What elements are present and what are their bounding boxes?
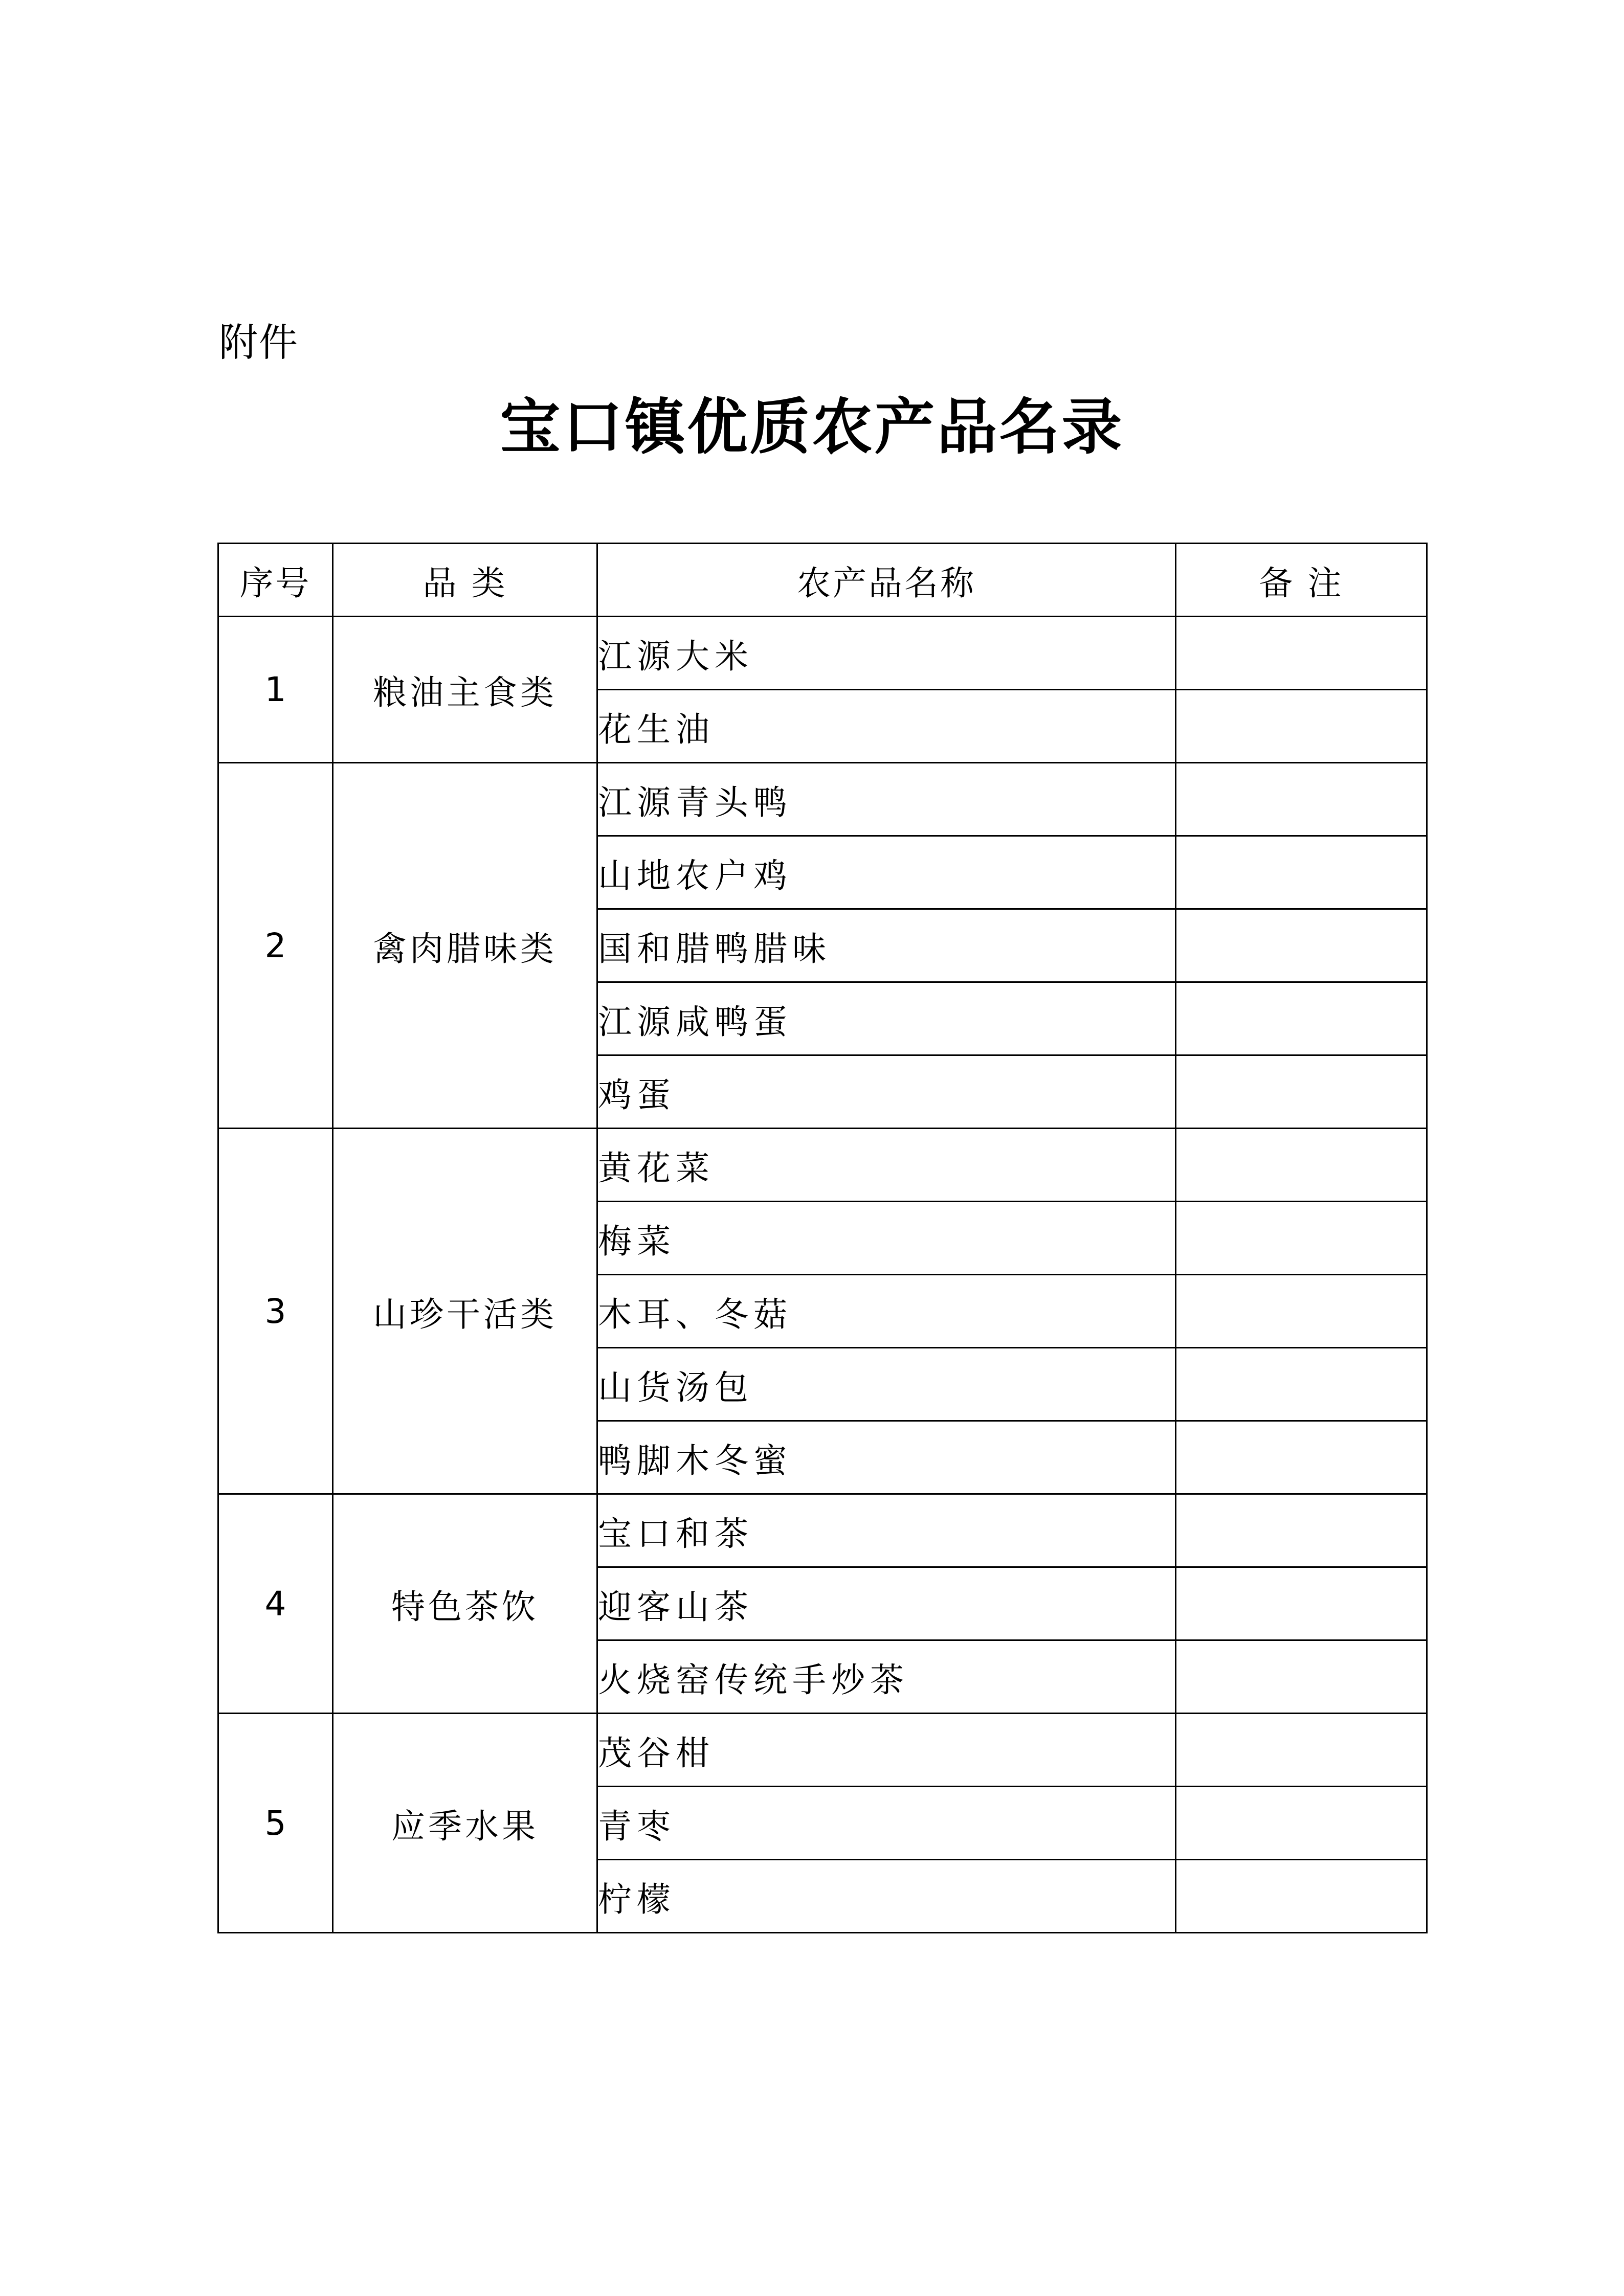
product-cell: 青枣 xyxy=(597,1787,1176,1860)
header-product-name: 农产品名称 xyxy=(597,544,1176,617)
note-cell xyxy=(1176,1275,1427,1348)
product-cell: 江源咸鸭蛋 xyxy=(597,982,1176,1055)
table-row xyxy=(218,1129,1427,1202)
note-cell xyxy=(1176,1860,1427,1933)
seq-cell: 5 xyxy=(218,1714,333,1933)
category-cell: 粮油主食类 xyxy=(333,617,597,763)
table-header-row xyxy=(218,544,1427,617)
product-cell: 江源大米 xyxy=(597,617,1176,690)
note-cell xyxy=(1176,982,1427,1055)
note-cell xyxy=(1176,1567,1427,1640)
product-cell: 柠檬 xyxy=(597,1860,1176,1933)
product-cell: 国和腊鸭腊味 xyxy=(597,909,1176,982)
note-cell xyxy=(1176,617,1427,690)
product-cell: 江源青头鸭 xyxy=(597,763,1176,836)
note-cell xyxy=(1176,1421,1427,1494)
category-cell: 禽肉腊味类 xyxy=(333,763,597,1129)
table-row xyxy=(218,1714,1427,1787)
product-cell: 鸭脚木冬蜜 xyxy=(597,1421,1176,1494)
note-cell xyxy=(1176,763,1427,836)
product-cell: 山地农户鸡 xyxy=(597,836,1176,909)
product-catalog-table xyxy=(217,543,1428,1933)
table-row xyxy=(218,763,1427,836)
category-cell: 应季水果 xyxy=(333,1714,597,1933)
product-cell: 鸡蛋 xyxy=(597,1055,1176,1129)
product-cell: 木耳、冬菇 xyxy=(597,1275,1176,1348)
header-category: 品 类 xyxy=(333,544,597,617)
page-title: 宝口镇优质农产品名录 xyxy=(500,391,1124,462)
product-cell: 宝口和茶 xyxy=(597,1494,1176,1567)
note-cell xyxy=(1176,1494,1427,1567)
seq-cell: 2 xyxy=(218,763,333,1129)
note-cell xyxy=(1176,1055,1427,1129)
seq-cell: 3 xyxy=(218,1129,333,1494)
category-cell: 山珍干活类 xyxy=(333,1129,597,1494)
product-cell: 火烧窑传统手炒茶 xyxy=(597,1640,1176,1714)
product-cell: 黄花菜 xyxy=(597,1129,1176,1202)
table-row xyxy=(218,617,1427,690)
header-note: 备 注 xyxy=(1176,544,1427,617)
note-cell xyxy=(1176,1714,1427,1787)
header-seq: 序号 xyxy=(218,544,333,617)
product-cell: 山货汤包 xyxy=(597,1348,1176,1421)
note-cell xyxy=(1176,1129,1427,1202)
note-cell xyxy=(1176,1202,1427,1275)
seq-cell: 4 xyxy=(218,1494,333,1714)
product-cell: 梅菜 xyxy=(597,1202,1176,1275)
attachment-label: 附件 xyxy=(219,320,299,365)
category-cell: 特色茶饮 xyxy=(333,1494,597,1714)
product-cell: 迎客山茶 xyxy=(597,1567,1176,1640)
note-cell xyxy=(1176,1787,1427,1860)
note-cell xyxy=(1176,1348,1427,1421)
product-cell: 茂谷柑 xyxy=(597,1714,1176,1787)
product-cell: 花生油 xyxy=(597,690,1176,763)
note-cell xyxy=(1176,909,1427,982)
table-row xyxy=(218,1494,1427,1567)
note-cell xyxy=(1176,690,1427,763)
note-cell xyxy=(1176,1640,1427,1714)
seq-cell: 1 xyxy=(218,617,333,763)
note-cell xyxy=(1176,836,1427,909)
